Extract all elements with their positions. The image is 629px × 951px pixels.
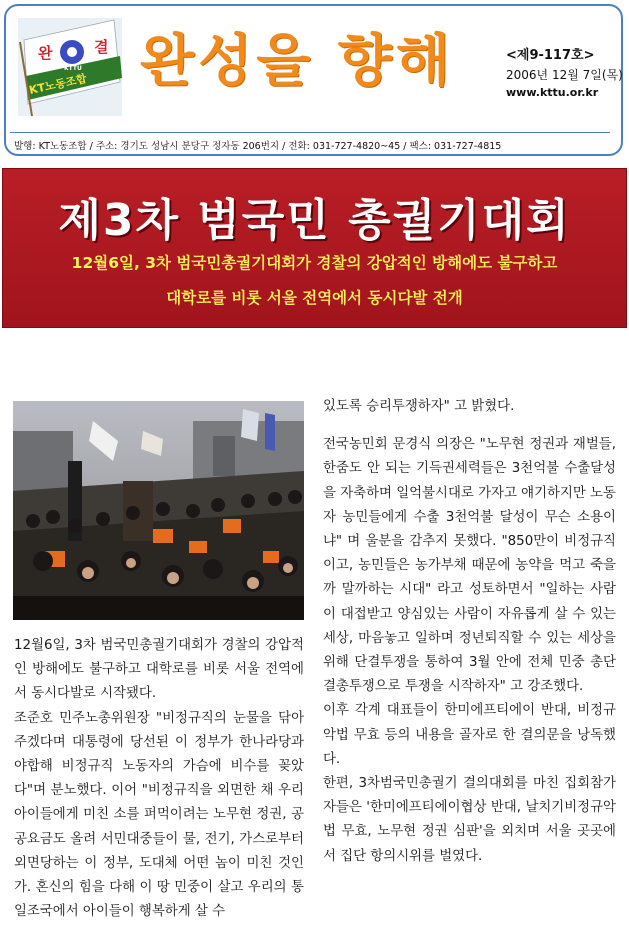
publisher-info: 발행: KT노동조합 / 주소: 경기도 성남시 분당구 정자동 206번지 / 전화: 031-727-4820~45 / 팩스: 031-727-4815	[14, 141, 502, 152]
svg-text:KTTU: KTTU	[64, 65, 82, 72]
svg-text:완: 완	[38, 44, 53, 62]
headline-subtitle-2: 대학로를 비롯 서울 전역에서 동시다발 전개	[166, 289, 463, 307]
article-paragraph: 이후 각계 대표들이 한미에프티에이 반대, 비정규악법 무효 등의 내용을 골자로 한 결의문을 낭독했다.	[323, 703, 616, 767]
rally-photo	[13, 401, 304, 620]
article-paragraph: 12월6일, 3차 범국민총궐기대회가 경찰의 강압적인 방해에도 불구하고 대학로를 비롯 서울 전역에서 동시다발로 시작됐다.	[14, 638, 304, 702]
article-paragraph: 한편, 3차범국민총궐기 결의대회를 마친 집회참가자들은 '한미에프티에이협상 반대, 날치기비정규악법 무효, 노무현 정권 심판'을 외치며 서울 곳곳에서 집단 항의시위를 벌였다.	[323, 776, 616, 864]
article-column-right	[323, 395, 616, 869]
union-flag-logo	[10, 12, 128, 120]
article-column-left	[14, 634, 304, 924]
article-paragraph: 전국농민회 문경식 의장은 "노무현 정권과 재벌들, 한줌도 안 되는 기득권세력들은 3천억불 수출달성을 자축하며 일억불시대로 가자고 얘기하지만 노동자 농민들에게 수출 3천억불 달성이 무슨 소용이냐" 며 울분을 감추지 못했다. "850만이 비정규직이고, 농민들은 농가부채 때문에 농약을 먹고 죽을까 말까하는 시대" 라고 성토하면서 "일하는 사람이 대접받고 양심있는 사람이 자유롭게 살 수 있는 세상, 마음놓고 일하며 정년퇴직할 수 있는 세상을 위해 단결투쟁을 통하여 3월 안에 전체 민중 총단결총투쟁으로 투쟁을 시작하자" 고 강조했다.	[323, 437, 616, 695]
website-link[interactable]: www.kttu.or.kr	[506, 86, 599, 99]
issue-number: <제9-117호>	[506, 48, 595, 63]
headline-title: 제3차 범국민 총궐기대회	[58, 195, 571, 246]
article-paragraph: 조준호 민주노총위원장 "비정규직의 눈물을 닦아주겠다며 대통령에 당선된 이 정부가 한나라당과 야합해 비정규직 노동자의 가슴에 비수를 꽂았다"며 분노했다. 이어 "비정규직을 외면한 채 우리 아이들에게 미친 소를 퍼먹이려는 노무현 정권, 공공요금도 올려 서민대중들이 물, 전기, 가스로부터 외면당하는 이 정부, 도대체 어떤 놈이 미친 것인가. 혼신의 힘을 다해 이 땅 민중이 살고 우리의 통일조국에서 아이들이 행복하게 살 수	[14, 710, 304, 920]
header-divider	[10, 132, 610, 133]
headline-subtitle-1: 12월6일, 3차 범국민총궐기대회가 경찰의 강압적인 방해에도 불구하고	[71, 254, 558, 272]
svg-text:결: 결	[94, 38, 109, 56]
svg-text:KT노동조합: KT노동조합	[27, 72, 88, 97]
article-paragraph: 있도록 승리투쟁하자" 고 밝혔다.	[323, 399, 515, 414]
newsletter-title: 완성을 향해	[140, 29, 454, 94]
issue-date: 2006년 12월 7일(목)	[506, 68, 623, 82]
